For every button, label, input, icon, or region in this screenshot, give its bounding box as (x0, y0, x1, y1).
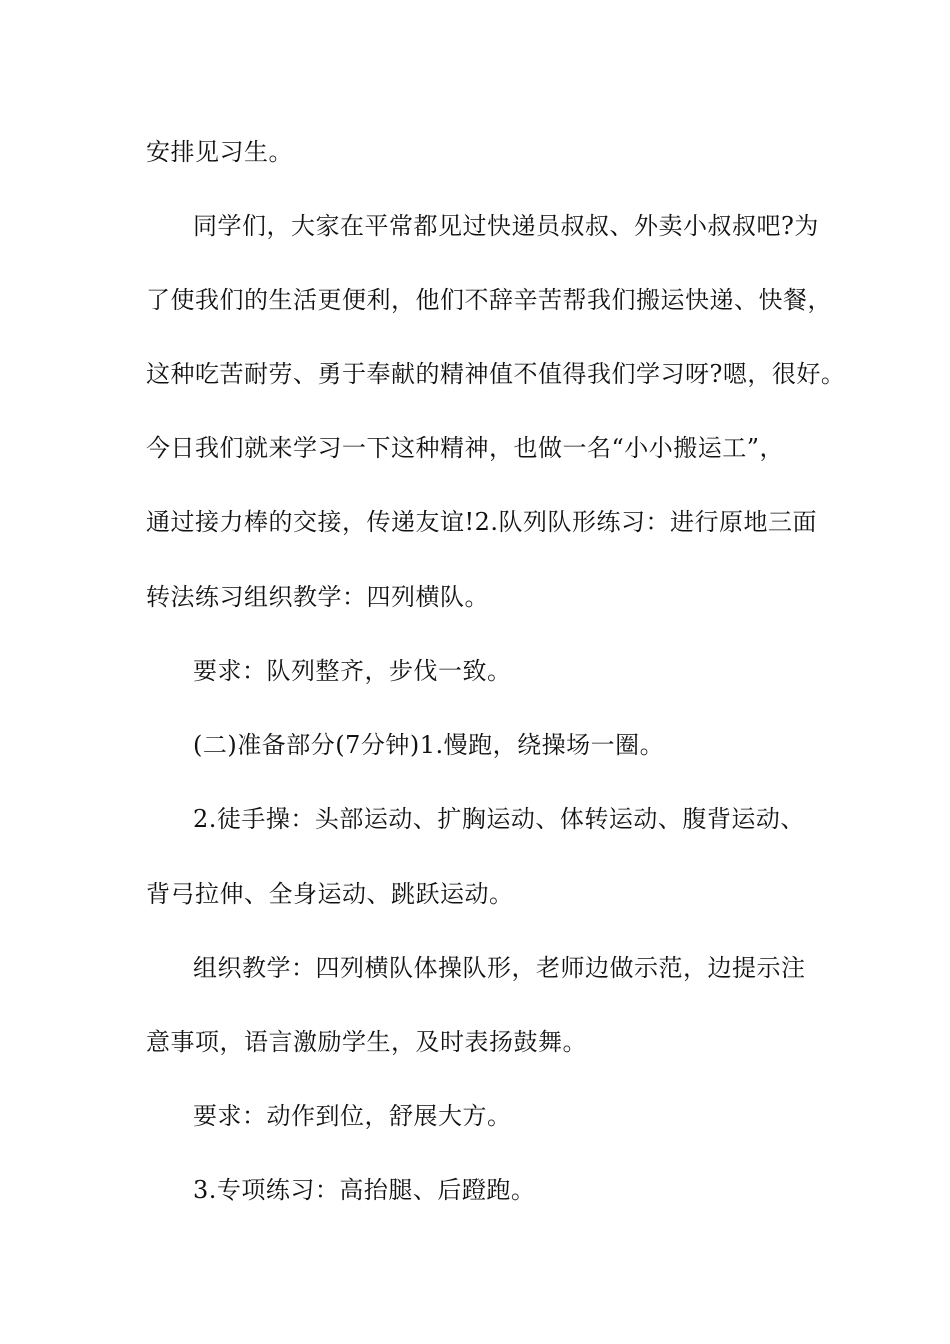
text-line: 要求：队列整齐，步伐一致。 (193, 657, 512, 685)
text-line: 转法练习组织教学：四列横队。 (146, 583, 489, 611)
text-line: 同学们，大家在平常都见过快递员叔叔、外卖小叔叔吧?为 (193, 212, 819, 240)
text-line: (二)准备部分(7分钟)1.慢跑，绕操场一圈。 (193, 731, 665, 759)
text-line: 这种吃苦耐劳、勇于奉献的精神值不值得我们学习呀?嗯，很好。 (146, 360, 846, 388)
text-line: 安排见习生。 (146, 138, 293, 166)
text-line: 3.专项练习：高抬腿、后蹬跑。 (193, 1176, 536, 1204)
text-line: 今日我们就来学习一下这种精神，也做一名“小小搬运工”， (146, 434, 785, 462)
text-line: 背弓拉伸、全身运动、跳跃运动。 (146, 880, 514, 908)
text-line: 2.徒手操：头部运动、扩胸运动、体转运动、腹背运动、 (193, 805, 805, 833)
text-line: 意事项，语言激励学生，及时表扬鼓舞。 (146, 1028, 587, 1056)
text-line: 组织教学：四列横队体操队形，老师边做示范，边提示注 (193, 954, 806, 982)
text-line: 了使我们的生活更便利，他们不辞辛苦帮我们搬运快递、快餐， (146, 286, 832, 314)
text-line: 通过接力棒的交接，传递友谊!2.队列队形练习：进行原地三面 (146, 508, 818, 536)
text-line: 要求：动作到位，舒展大方。 (193, 1102, 512, 1130)
